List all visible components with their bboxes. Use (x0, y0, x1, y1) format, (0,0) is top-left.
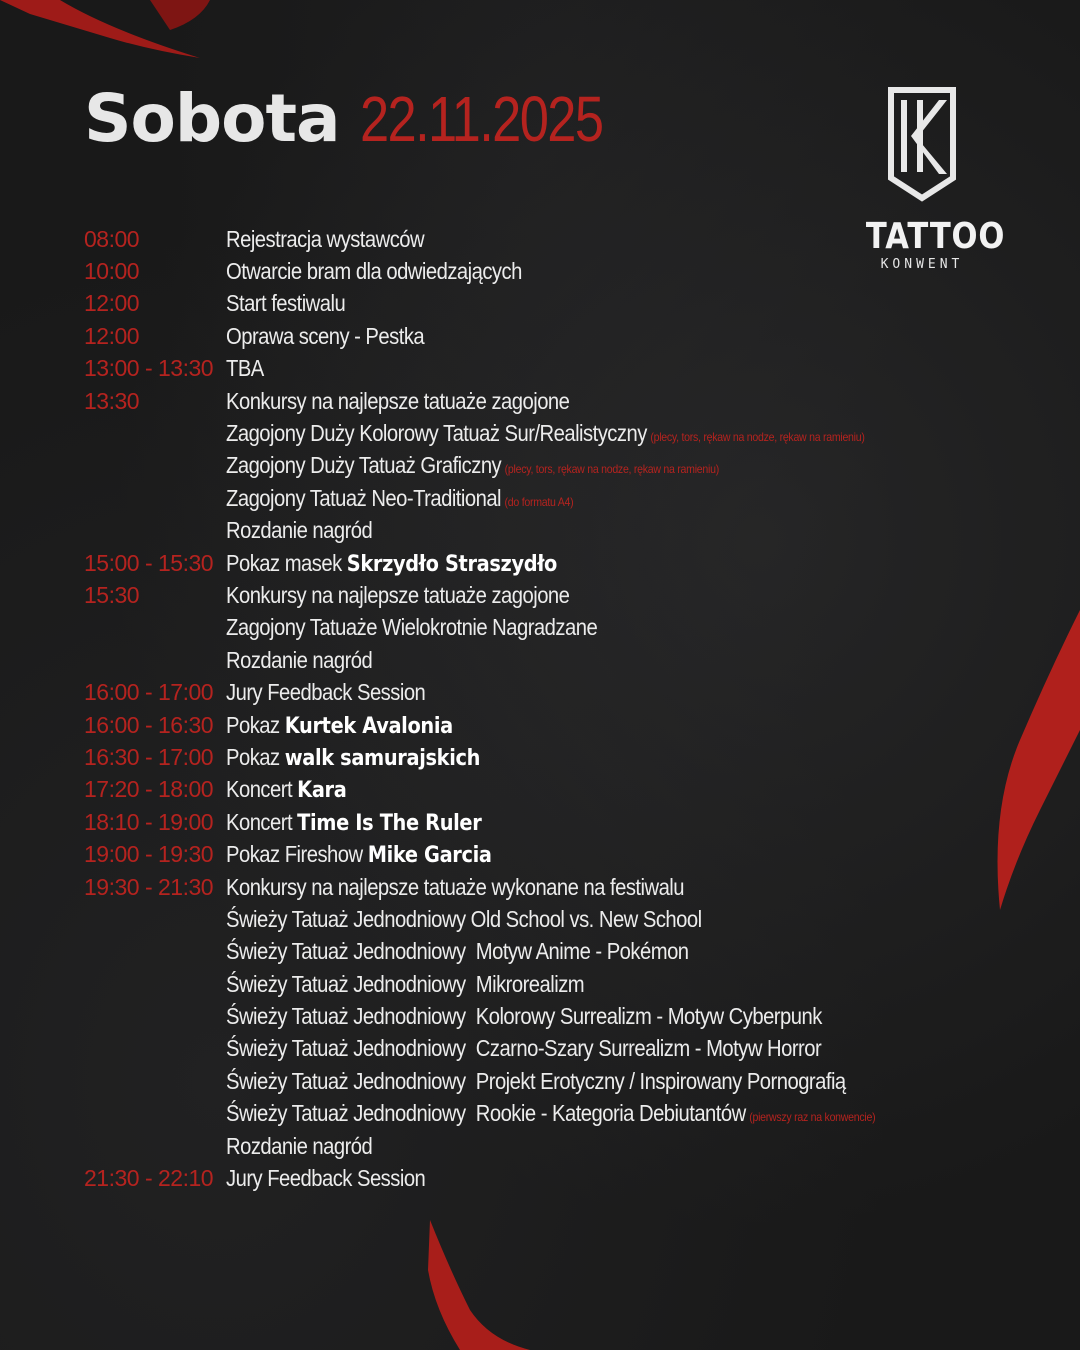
schedule-row (84, 676, 1064, 708)
schedule-text: Otwarcie bram dla odwiedzających (226, 258, 522, 285)
schedule-entry (226, 874, 684, 901)
schedule-text: Rozdanie nagród (226, 1132, 373, 1159)
schedule-text: Pokaz Fireshow (226, 841, 363, 868)
schedule-time: 12:00 (84, 290, 140, 317)
schedule-text: Pokaz masek (226, 549, 342, 576)
schedule-time: 19:00 - 19:30 (84, 841, 214, 868)
schedule-highlight: walk samurajskich (284, 745, 481, 771)
red-paint-splash-bottom (400, 1220, 560, 1350)
schedule-text: TBA (226, 355, 264, 382)
schedule-time: 19:30 - 21:30 (84, 873, 214, 900)
schedule-entry (226, 258, 522, 285)
title-day: Sobota (84, 80, 340, 157)
schedule-row (84, 579, 1064, 611)
schedule-entry (226, 647, 372, 674)
schedule-text: Rozdanie nagród (226, 646, 373, 673)
schedule-entry (226, 679, 425, 706)
red-paint-splash-top-left (0, 0, 240, 80)
schedule-entry (226, 776, 346, 803)
schedule-row (84, 547, 1064, 579)
schedule-text: Koncert (226, 808, 293, 835)
schedule-row (84, 838, 1064, 870)
schedule-text: Świeży Tatuaż Jednodniowy Czarno-Szary Surrealizm - Motyw Horror (226, 1035, 822, 1062)
schedule-row (84, 417, 1064, 449)
schedule-note: (do formatu A4) (504, 494, 574, 509)
schedule-time: 10:00 (84, 258, 140, 285)
schedule-text: Jury Feedback Session (226, 1165, 426, 1192)
schedule-entry (226, 388, 569, 415)
schedule-entry (226, 226, 424, 253)
schedule-entry (226, 1003, 822, 1030)
schedule-row (84, 741, 1064, 773)
schedule-entry (226, 485, 573, 512)
schedule-entry (226, 323, 424, 350)
schedule-row (84, 288, 1064, 320)
schedule-row (84, 903, 1064, 935)
schedule-row (84, 385, 1064, 417)
schedule-entry (226, 1068, 846, 1095)
schedule-entry (226, 906, 702, 933)
schedule-time: 12:00 (84, 322, 140, 349)
schedule-row (84, 612, 1064, 644)
schedule-highlight: Mike Garcia (367, 843, 492, 869)
schedule-entry (226, 971, 584, 998)
schedule-row (84, 320, 1064, 352)
schedule-row (84, 353, 1064, 385)
schedule-text: Oprawa sceny - Pestka (226, 322, 425, 349)
schedule-time: 13:30 (84, 387, 140, 414)
schedule-list (84, 223, 1064, 1195)
schedule-time: 15:00 - 15:30 (84, 549, 214, 576)
schedule-row (84, 223, 1064, 255)
schedule-row (84, 1130, 1064, 1162)
page-title (84, 80, 655, 157)
schedule-text: Świeży Tatuaż Jednodniowy Old School vs. New School (226, 905, 702, 932)
schedule-text: Start festiwalu (226, 290, 346, 317)
schedule-entry (226, 712, 453, 739)
schedule-text: Świeży Tatuaż Jednodniowy Rookie - Kategoria Debiutantów (226, 1100, 746, 1127)
schedule-text: Koncert (226, 776, 293, 803)
schedule-text: Świeży Tatuaż Jednodniowy Kolorowy Surrealizm - Motyw Cyberpunk (226, 1003, 822, 1030)
schedule-highlight: Kara (297, 778, 347, 804)
schedule-time: 08:00 (84, 225, 140, 252)
schedule-row (84, 1162, 1064, 1194)
schedule-note: (plecy, tors, rękaw na nodze, rękaw na ramieniu) (504, 462, 719, 477)
schedule-entry (226, 517, 372, 544)
schedule-row (84, 806, 1064, 838)
schedule-note: (plecy, tors, rękaw na nodze, rękaw na ramieniu) (650, 430, 865, 445)
schedule-entry (226, 550, 557, 577)
schedule-text: Pokaz (226, 743, 280, 770)
shield-k-icon (887, 86, 957, 202)
schedule-text: Rozdanie nagród (226, 517, 373, 544)
schedule-entry (226, 1133, 372, 1160)
schedule-entry (226, 809, 481, 836)
schedule-text: Konkursy na najlepsze tatuaże zagojone (226, 387, 570, 414)
schedule-entry (226, 582, 569, 609)
title-date: 22.11.2025 (359, 83, 602, 155)
schedule-time: 16:00 - 16:30 (84, 711, 214, 738)
schedule-row (84, 968, 1064, 1000)
schedule-time: 21:30 - 22:10 (84, 1165, 214, 1192)
schedule-text: Zagojony Tatuaże Wielokrotnie Nagradzane (226, 614, 598, 641)
schedule-row (84, 709, 1064, 741)
schedule-entry (226, 744, 480, 771)
schedule-note: (pierwszy raz na konwencie) (749, 1110, 876, 1125)
schedule-text: Zagojony Duży Tatuaż Graficzny (226, 452, 502, 479)
logo-subtitle: KONWENT (880, 257, 964, 272)
schedule-row (84, 774, 1064, 806)
schedule-row (84, 1000, 1064, 1032)
logo-word: TATTOO (865, 216, 1006, 257)
schedule-text: Konkursy na najlepsze tatuaże zagojone (226, 581, 570, 608)
schedule-entry (226, 355, 264, 382)
schedule-text: Rejestracja wystawców (226, 225, 425, 252)
schedule-entry (226, 1100, 875, 1127)
schedule-highlight: Kurtek Avalonia (284, 713, 453, 739)
schedule-text: Jury Feedback Session (226, 679, 426, 706)
schedule-entry (226, 420, 865, 447)
schedule-entry (226, 1035, 821, 1062)
schedule-entry (226, 1165, 425, 1192)
schedule-row (84, 450, 1064, 482)
schedule-text: Świeży Tatuaż Jednodniowy Projekt Erotyczny / Inspirowany Pornografią (226, 1067, 846, 1094)
schedule-entry (226, 290, 345, 317)
schedule-row (84, 871, 1064, 903)
schedule-time: 13:00 - 13:30 (84, 355, 214, 382)
schedule-highlight: Skrzydło Straszydło (346, 551, 558, 577)
schedule-row (84, 1065, 1064, 1097)
schedule-time: 17:20 - 18:00 (84, 776, 214, 803)
schedule-text: Świeży Tatuaż Jednodniowy Mikrorealizm (226, 970, 585, 997)
schedule-row (84, 936, 1064, 968)
schedule-time: 15:30 (84, 581, 140, 608)
schedule-text: Pokaz (226, 711, 280, 738)
schedule-time: 18:10 - 19:00 (84, 808, 214, 835)
schedule-text: Zagojony Tatuaż Neo-Traditional (226, 484, 502, 511)
schedule-text: Konkursy na najlepsze tatuaże wykonane na festiwalu (226, 873, 685, 900)
schedule-text: Świeży Tatuaż Jednodniowy Motyw Anime - Pokémon (226, 938, 689, 965)
schedule-highlight: Time Is The Ruler (297, 810, 482, 836)
schedule-time: 16:30 - 17:00 (84, 743, 214, 770)
schedule-row (84, 1033, 1064, 1065)
schedule-entry (226, 938, 689, 965)
schedule-row (84, 482, 1064, 514)
schedule-row (84, 255, 1064, 287)
schedule-entry (226, 614, 597, 641)
schedule-time: 16:00 - 17:00 (84, 679, 214, 706)
schedule-row (84, 1098, 1064, 1130)
schedule-row (84, 515, 1064, 547)
schedule-entry (226, 841, 492, 868)
schedule-row (84, 644, 1064, 676)
schedule-entry (226, 452, 719, 479)
schedule-text: Zagojony Duży Kolorowy Tatuaż Sur/Realistyczny (226, 420, 647, 447)
